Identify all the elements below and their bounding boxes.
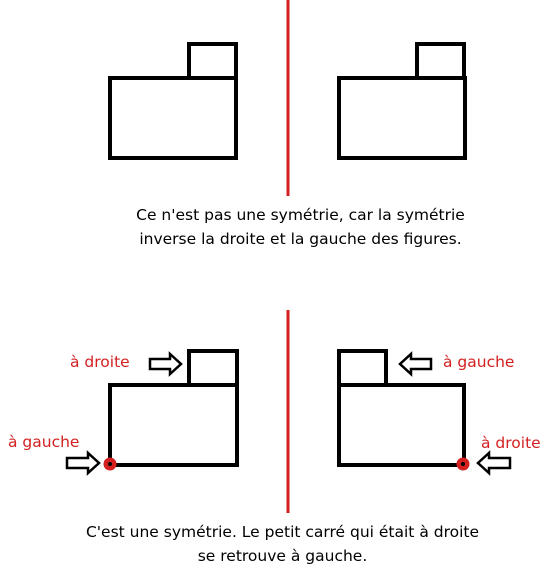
arrow-left-icon <box>400 354 431 374</box>
bottom-right-small-square <box>339 351 386 385</box>
top-left-small-square <box>189 44 236 78</box>
bottom-caption-line-2: se retrouve à gauche. <box>197 547 368 565</box>
bottom-left-small-square <box>189 351 237 385</box>
label-right-square: à gauche <box>443 353 515 371</box>
bottom-right-big-rect <box>339 385 464 465</box>
bottom-caption-line-1: C'est une symétrie. Le petit carré qui était à droite <box>85 523 480 541</box>
arrow-left-icon <box>478 453 510 473</box>
top-caption-line-1: Ce n'est pas une symétrie, car la symétrie <box>136 206 465 224</box>
bottom-left-big-rect <box>110 385 237 465</box>
top-left-big-rect <box>110 78 236 158</box>
label-right-corner: à droite <box>481 434 541 452</box>
top-caption <box>24 203 553 251</box>
top-right-big-rect <box>339 78 465 158</box>
label-left-corner: à gauche <box>8 433 80 451</box>
top-left-figure <box>110 44 236 158</box>
label-left-square: à droite <box>70 353 130 371</box>
bottom-caption <box>6 520 553 568</box>
corner-dot-icon <box>104 458 117 471</box>
arrow-right-icon <box>150 354 181 374</box>
top-right-figure <box>339 44 465 158</box>
top-right-small-square <box>417 44 464 78</box>
top-caption-line-2: inverse la droite et la gauche des figures. <box>139 230 462 248</box>
arrow-right-icon <box>67 453 99 473</box>
corner-dot-icon <box>457 458 470 471</box>
